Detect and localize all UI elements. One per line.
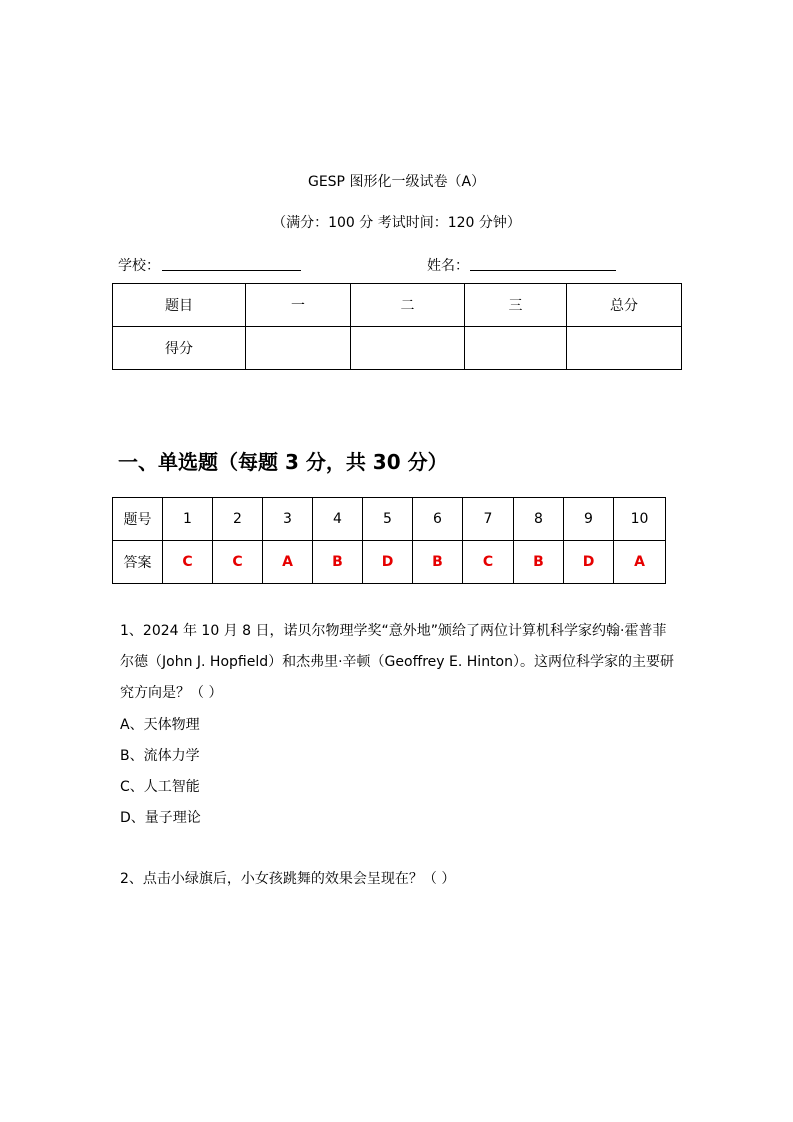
question-2-text: 2、点击小绿旗后，小女孩跳舞的效果会呈现在？（ ）	[120, 871, 456, 887]
question-number-cell: 2	[213, 498, 263, 541]
question-1-text: 1、2024 年 10 月 8 日，诺贝尔物理学奖“意外地”颁给了两位计算机科学家约翰·霍普菲尔德（John J. Hopfield）和杰弗里·辛顿（Geoffrey E. Hinton）。这两位科学家的主要研究方向是？（ ）	[120, 623, 674, 701]
question-number-cell: 6	[413, 498, 463, 541]
question-number-cell: 5	[363, 498, 413, 541]
name-label: 姓名：	[427, 258, 469, 274]
answer-cell: A	[614, 541, 666, 584]
answer-cell: A	[263, 541, 313, 584]
answer-cell: C	[463, 541, 514, 584]
answer-cell: D	[363, 541, 413, 584]
score-row-label: 得分	[113, 327, 246, 370]
question-1-option-d: D、量子理论	[120, 810, 201, 826]
answer-cell: D	[564, 541, 614, 584]
answer-cell: C	[163, 541, 213, 584]
answer-table-answer-row	[113, 541, 666, 584]
answer-cell: B	[313, 541, 363, 584]
question-number-cell: 9	[564, 498, 614, 541]
answer-cell: B	[413, 541, 463, 584]
question-number-cell: 7	[463, 498, 514, 541]
number-row-label: 题号	[113, 498, 163, 541]
score-header-cell: 二	[351, 284, 465, 327]
score-cell	[567, 327, 682, 370]
answer-row-label: 答案	[113, 541, 163, 584]
question-1-option-b: B、流体力学	[120, 748, 200, 764]
score-table-header-row	[113, 284, 682, 327]
name-blank-line	[470, 270, 616, 271]
score-cell	[246, 327, 351, 370]
score-header-cell: 三	[465, 284, 567, 327]
school-label: 学校：	[118, 258, 160, 274]
answer-cell: B	[514, 541, 564, 584]
exam-title: GESP 图形化一级试卷（A）	[307, 174, 486, 190]
question-number-cell: 3	[263, 498, 313, 541]
question-number-cell: 10	[614, 498, 666, 541]
score-cell	[465, 327, 567, 370]
question-number-cell: 8	[514, 498, 564, 541]
score-table-score-row	[113, 327, 682, 370]
question-number-cell: 4	[313, 498, 363, 541]
school-blank-line	[162, 270, 301, 271]
question-1-option-a: A、天体物理	[120, 717, 200, 733]
section-heading: 一、单选题（每题 3 分，共 30 分）	[118, 450, 448, 474]
score-header-cell: 题目	[113, 284, 246, 327]
score-table	[112, 283, 682, 370]
question-1-option-c: C、人工智能	[120, 779, 200, 795]
score-header-cell: 总分	[567, 284, 682, 327]
answer-cell: C	[213, 541, 263, 584]
score-cell	[351, 327, 465, 370]
exam-subtitle: （满分：100 分 考试时间：120 分钟）	[272, 215, 521, 231]
answer-table	[112, 497, 666, 584]
question-number-cell: 1	[163, 498, 213, 541]
score-header-cell: 一	[246, 284, 351, 327]
answer-table-number-row	[113, 498, 666, 541]
